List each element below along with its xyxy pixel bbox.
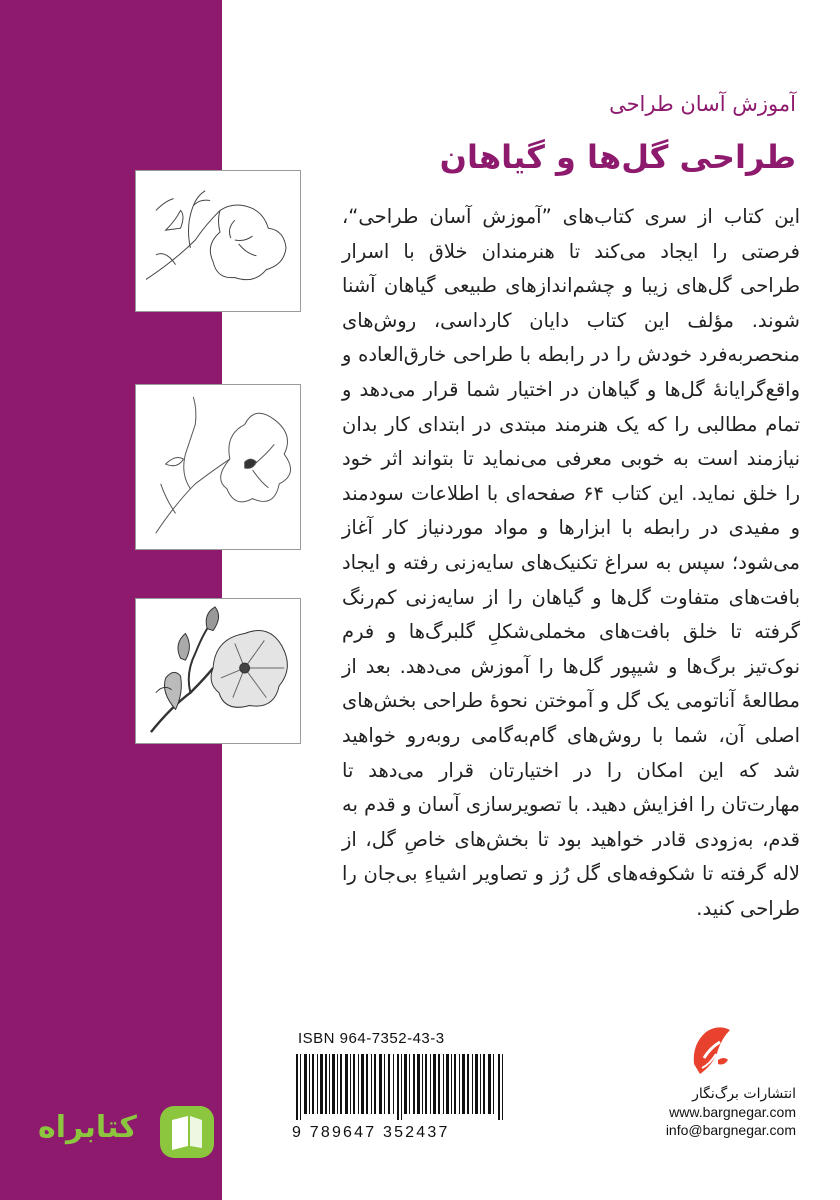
book-icon bbox=[158, 1104, 216, 1160]
watermark-text: کتابراه bbox=[38, 1110, 137, 1145]
isbn-barcode-block bbox=[282, 1030, 514, 1146]
barcode-icon bbox=[296, 1054, 506, 1120]
book-description bbox=[342, 200, 800, 926]
publisher-email[interactable]: info@bargnegar.com bbox=[665, 1122, 796, 1138]
barcode-digits: 9 789647 352437 bbox=[292, 1124, 450, 1141]
flower-sketch-1 bbox=[135, 170, 301, 312]
description-paragraph: این کتاب از سری کتاب‌های ”آموزش آسان طراحی“، فرصتی را ایجاد می‌کند تا هنرمندان خلاق با اسرار طراحی گل‌های زیبا و چشم‌اندازهای طبیعی گیاهان آشنا شوند. مؤلف این کتاب دایان کارداسی، روش‌های منحصربه‌فرد خودش را در رابطه با طراحی خارق‌العاده و واقع‌گرایانهٔ گل‌ها و گیاهان در اختیار شما قرار می‌دهد و تمام مطالبی را که یک هنرمند مبتدی در ابتدای کار بدان نیازمند است به خوبی معرفی می‌نماید تا بتواند اثر خود را خلق نماید. این کتاب ۶۴ صفحه‌ای با اطلاعات سودمند و مفیدی در رابطه با ابزارها و مواد موردنیاز کار آغاز می‌شود؛ سپس به سراغ تکنیک‌های سایه‌زنی رفته و ایجاد بافت‌های متفاوت گل‌ها و گیاهان را از سایه‌زنی کم‌رنگ گرفته تا خلق بافت‌های مخملی‌شکلِ گلبرگ‌ها و فرم نوک‌تیز برگ‌ها و شیپور گل‌ها را آموزش می‌دهد. بعد از مطالعهٔ آناتومی یک گل و آموختن نحوهٔ طراحی بخش‌های اصلی آن، شما با روش‌های گام‌به‌گامی روبه‌رو خواهید شد که این امکان را در اختیارتان قرار می‌دهد تا مهارت‌تان را افزایش دهید. با تصویرسازی آسان و قدم به قدم، به‌زودی قادر خواهید بود تا بخش‌های خاصِ گل، از لاله گرفته تا شکوفه‌های گل رُز و تصاویر اشیاءِ بی‌جان را طراحی کنید. bbox=[342, 205, 800, 920]
flower-sketch-2 bbox=[135, 384, 301, 550]
publisher-name: انتشارات برگ‌نگار bbox=[692, 1086, 796, 1102]
series-title: آموزش آسان طراحی bbox=[609, 92, 796, 116]
publisher-logo-icon bbox=[688, 1024, 736, 1080]
book-title: طراحی گل‌ها و گیاهان bbox=[439, 138, 796, 176]
publisher-website[interactable]: www.bargnegar.com bbox=[669, 1104, 796, 1120]
isbn-label: ISBN 964-7352-43-3 bbox=[298, 1030, 445, 1047]
ketabrah-watermark bbox=[30, 1100, 220, 1170]
flower-sketch-3 bbox=[135, 598, 301, 744]
